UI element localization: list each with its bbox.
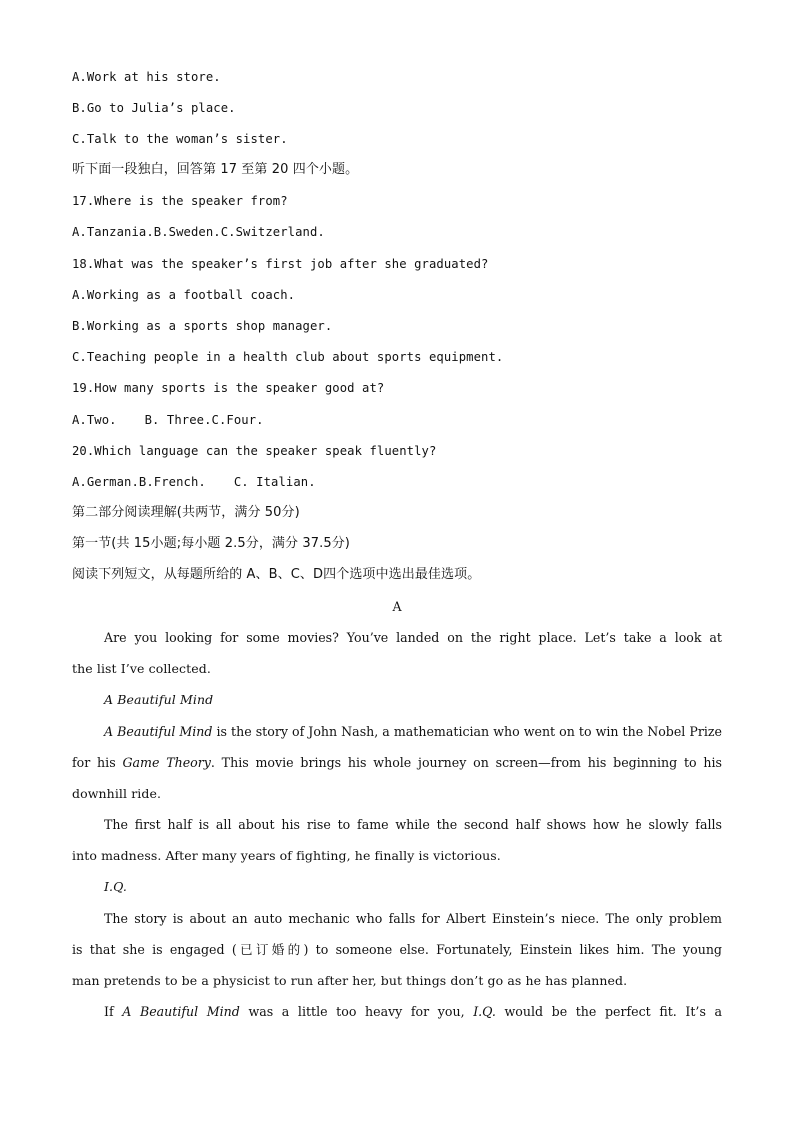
passage-label: A	[392, 599, 402, 614]
movie-2-paragraph-2-start: If	[104, 1004, 123, 1019]
iq-reference: I.Q.	[473, 1004, 496, 1019]
reading-instruction: 阅读下列短文，从每题所给的 A、B、C、D四个选项中选出最佳选项。	[72, 567, 481, 582]
question-19: 19.How many sports is the speaker good at?	[72, 381, 385, 395]
intro-line-2: the list I’ve collected.	[72, 661, 211, 676]
question-20-option-ab: A.German.B.French.	[72, 475, 206, 489]
movie-2-paragraph-2-line-1	[72, 1004, 722, 1020]
intro-line-1: Are you looking for some movies? You’ve landed on the right place. Let’s take a look at	[104, 630, 722, 645]
question-17-options: A.Tanzania.B.Sweden.C.Switzerland.	[72, 225, 325, 239]
movie-2-paragraph-2-rest: would be the perfect fit. It’s a	[495, 1004, 723, 1019]
q16-option-c: C.Talk to the woman’s sister.	[72, 132, 288, 146]
question-20-options	[72, 474, 316, 490]
a-beautiful-mind-reference: A Beautiful Mind	[122, 1004, 240, 1019]
movie-1-paragraph-1-line-2	[72, 755, 722, 771]
movie-2-paragraph-1-line-3: man pretends to be a physicist to run after her, but things don’t go as he has planned.	[72, 973, 628, 988]
question-18-option-b: B.Working as a sports shop manager.	[72, 319, 333, 333]
question-18-option-c: C.Teaching people in a health club about sports equipment.	[72, 350, 504, 364]
question-17: 17.Where is the speaker from?	[72, 194, 288, 208]
movie-1-paragraph-1-line-3: downhill ride.	[72, 786, 162, 801]
movie-2-paragraph-1-line-2: is that she is engaged (已订婚的) to someone else. Fortunately, Einstein likes him. The young	[72, 942, 722, 957]
movie-1-line-2-start: for his	[72, 755, 123, 770]
movie-1-inline-title: A Beautiful Mind	[104, 724, 213, 739]
movie-1-paragraph-2-line-1: The first half is all about his rise to fame while the second half shows how he slowly falls	[104, 817, 722, 832]
q16-option-a: A.Work at his store.	[72, 70, 221, 84]
game-theory-title: Game Theory	[122, 755, 211, 770]
question-20-option-c: C. Italian.	[233, 475, 316, 489]
movie-1-paragraph-1-text: is the story of John Nash, a mathematician who went on to win the Nobel Prize	[212, 724, 722, 739]
question-19-option-a: A.Two.	[72, 413, 117, 427]
question-19-options	[72, 412, 264, 428]
question-19-option-bc: B. Three.C.Four.	[144, 413, 264, 427]
question-18-option-a: A.Working as a football coach.	[72, 288, 296, 302]
movie-1-paragraph-2-line-2: into madness. After many years of fighting, he finally is victorious.	[72, 848, 501, 863]
movie-2-paragraph-2-middle: was a little too heavy for you,	[239, 1004, 474, 1019]
movie-1-paragraph-1-line-1	[72, 724, 722, 740]
question-20: 20.Which language can the speaker speak fluently?	[72, 444, 437, 458]
movie-2-paragraph-1-line-1: The story is about an auto mechanic who falls for Albert Einstein’s niece. The only problem	[104, 911, 722, 926]
question-18: 18.What was the speaker’s first job after she graduated?	[72, 257, 489, 271]
movie-2-title: I.Q.	[104, 879, 127, 894]
reading-part-title: 第二部分阅读理解(共两节，满分 50分)	[72, 505, 300, 520]
reading-section-title: 第一节(共 15小题;每小题 2.5分，满分 37.5分)	[72, 536, 350, 551]
movie-1-title: A Beautiful Mind	[104, 692, 214, 707]
movie-1-line-2-rest: . This movie brings his whole journey on screen—from his beginning to his	[210, 755, 722, 770]
monologue-instruction: 听下面一段独白，回答第 17 至第 20 四个小题。	[72, 162, 359, 177]
q16-option-b: B.Go to Julia’s place.	[72, 101, 236, 115]
